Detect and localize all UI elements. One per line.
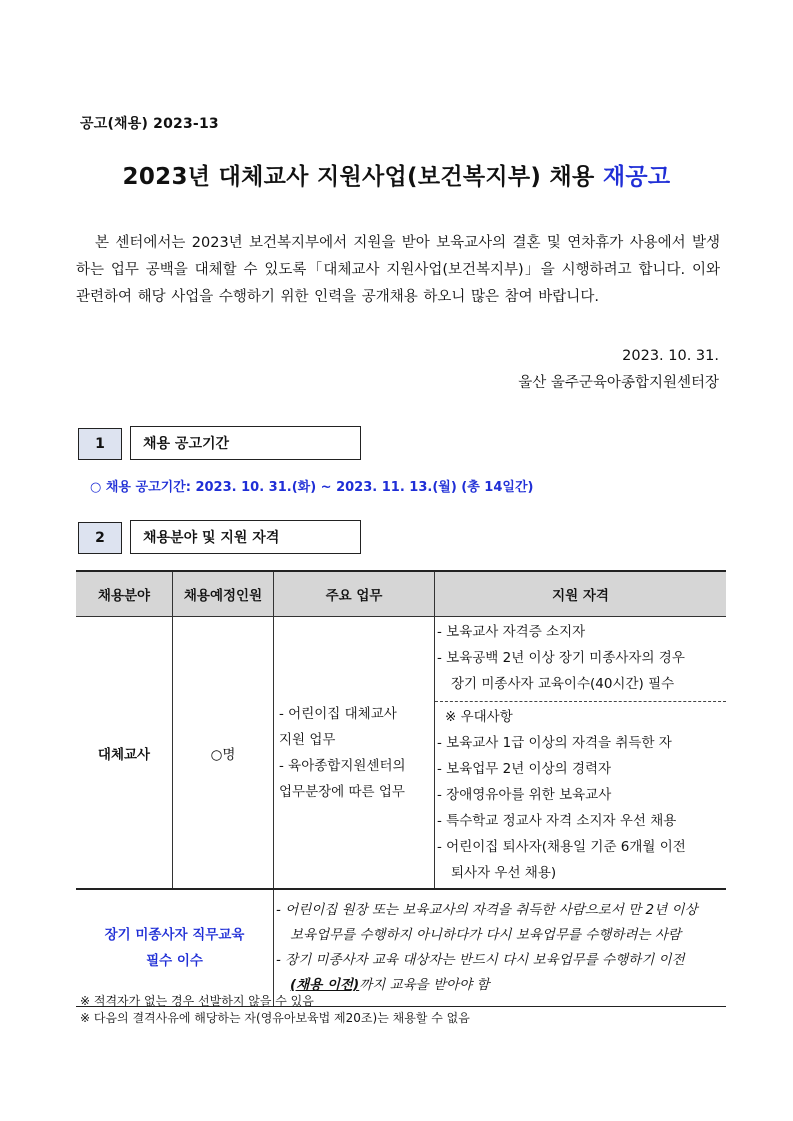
preference-heading: ※ 우대사항 [445, 709, 513, 725]
header-count: 채용예정인원 [173, 571, 274, 617]
footnote: ※ 적격자가 없는 경우 선발하지 않을 수 있음 [80, 994, 314, 1008]
notice-date: 2023. 10. 31. [622, 348, 719, 364]
preference-item: - 어린이집 퇴사자(채용일 기준 6개월 이전 [437, 839, 686, 855]
training-description [274, 889, 727, 1007]
training-emphasis: (채용 이전) [290, 977, 360, 993]
header-field: 채용분야 [76, 571, 173, 617]
preferences [435, 702, 726, 888]
requirements-table [76, 570, 726, 1007]
cell-count: ○명 [173, 617, 274, 890]
required-qualifications [435, 617, 726, 702]
duty-line: - 육아종합지원센터의 [279, 757, 406, 774]
issuer: 울산 울주군육아종합지원센터장 [518, 375, 719, 391]
training-label-line: 장기 미종사자 직무교육 [104, 927, 245, 943]
cell-duties [274, 617, 435, 890]
intro-text: 본 센터에서는 2023년 보건복지부에서 지원을 받아 보육교사의 결혼 및 연차휴가 사용에서 발생하는 업무 공백을 대체할 수 있도록「대체교사 지원사업(보건복지부)」을 시행하려고 합니다. 이와 관련하여 해당 사업을 수행하기 위한 인력을 공개채용 하오니 많은 참여 바랍니다. [76, 235, 721, 305]
duty-line: 지원 업무 [279, 731, 336, 748]
table-row [76, 617, 726, 890]
header-duties: 주요 업무 [274, 571, 435, 617]
duty-line: 업무분장에 따른 업무 [279, 783, 405, 800]
section2-title: 채용분야 및 지원 자격 [130, 520, 361, 554]
training-line: - 어린이집 원장 또는 보육교사의 자격을 취득한 사람으로서 만 2년 이상 [276, 902, 698, 918]
qualification-item: - 보육교사 자격증 소지자 [437, 624, 586, 640]
recruit-period: ○ 채용 공고기간: 2023. 10. 31.(화) ~ 2023. 11. 13.(월) (총 14일간) [90, 480, 534, 495]
qualification-item: 장기 미종사자 교육이수(40시간) 필수 [451, 676, 675, 692]
cell-qualifications [435, 617, 727, 890]
footnotes [80, 993, 470, 1027]
preference-item: - 특수학교 정교사 자격 소지자 우선 채용 [437, 813, 677, 829]
cell-field: 대체교사 [76, 617, 173, 890]
notice-number: 공고(채용) 2023-13 [80, 116, 219, 132]
section1-title: 채용 공고기간 [130, 426, 361, 460]
preference-item: - 장애영유아를 위한 보육교사 [437, 787, 612, 803]
preference-item: - 보육교사 1급 이상의 자격을 취득한 자 [437, 735, 672, 751]
training-line-rest: 까지 교육을 받아야 함 [359, 977, 490, 993]
preference-item: 퇴사자 우선 채용) [451, 865, 557, 881]
title-accent: 재공고 [602, 164, 671, 190]
section2-number: 2 [78, 522, 122, 554]
training-label [76, 889, 274, 1007]
training-line: - 장기 미종사자 교육 대상자는 반드시 다시 보육업무를 수행하기 이전 [276, 952, 685, 968]
qualification-item: - 보육공백 2년 이상 장기 미종사자의 경우 [437, 650, 685, 666]
training-line: 보육업무를 수행하지 아니하다가 다시 보육업무를 수행하려는 사람 [290, 927, 681, 943]
page-title [0, 158, 793, 191]
table-header-row [76, 571, 726, 617]
duty-line: - 어린이집 대체교사 [279, 705, 397, 722]
title-main: 2023년 대체교사 지원사업(보건복지부) 채용 [122, 164, 595, 190]
intro-paragraph [76, 230, 720, 311]
footnote: ※ 다음의 결격사유에 해당하는 자(영유아보육법 제20조)는 채용할 수 없음 [80, 1011, 470, 1025]
signature-block [518, 343, 719, 397]
header-qualifications: 지원 자격 [435, 571, 727, 617]
preference-item: - 보육업무 2년 이상의 경력자 [437, 761, 612, 777]
training-row [76, 889, 726, 1007]
section1-number: 1 [78, 428, 122, 460]
training-label-line: 필수 이수 [146, 953, 203, 969]
